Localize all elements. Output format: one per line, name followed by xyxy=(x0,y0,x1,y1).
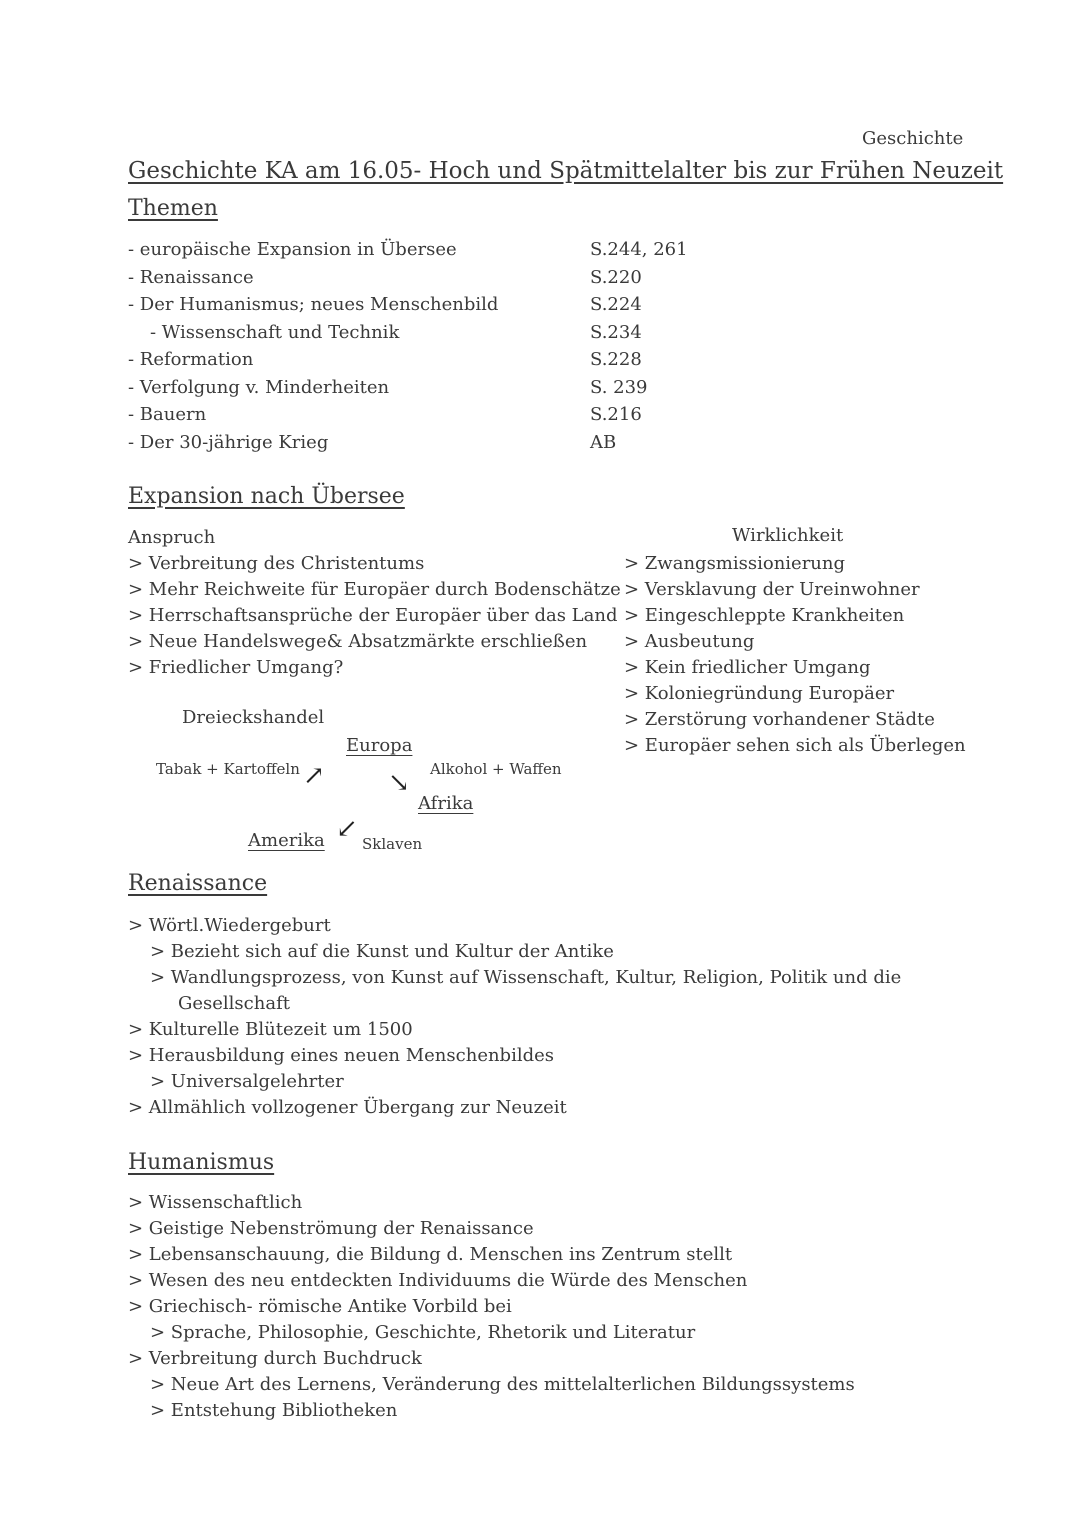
heading-themen: Themen xyxy=(128,196,218,221)
page-ref: S.228 xyxy=(590,349,642,370)
topic-item: - Wissenschaft und Technik xyxy=(150,321,400,343)
heading-humanismus: Humanismus xyxy=(128,1150,275,1175)
humanismus-item: > Lebensanschauung, die Bildung d. Menschen ins Zentrum stellt xyxy=(128,1244,733,1265)
wirklichkeit-item: > Zwangsmissionierung xyxy=(624,553,846,574)
dreieckshandel-title: Dreieckshandel xyxy=(182,707,325,728)
node-europa: Europa xyxy=(346,735,413,756)
flow-label-tabak: Tabak + Kartoffeln xyxy=(156,760,300,778)
anspruch-item: > Verbreitung des Christentums xyxy=(128,553,425,574)
anspruch-label: Anspruch xyxy=(128,527,216,548)
humanismus-item: > Geistige Nebenströmung der Renaissance xyxy=(128,1218,534,1239)
renaissance-item: > Allmählich vollzogener Übergang zur Neuzeit xyxy=(128,1097,567,1118)
humanismus-item: > Wesen des neu entdeckten Individuums die Würde des Menschen xyxy=(128,1270,748,1291)
wirklichkeit-item: > Zerstörung vorhandener Städte xyxy=(624,709,935,730)
arrow-down-left-icon: ↙ xyxy=(336,814,358,844)
heading-expansion: Expansion nach Übersee xyxy=(128,484,405,509)
topic-item: - Der Humanismus; neues Menschenbild xyxy=(128,294,499,315)
wirklichkeit-item: > Versklavung der Ureinwohner xyxy=(624,579,920,600)
wirklichkeit-item: > Europäer sehen sich als Überlegen xyxy=(624,735,966,756)
topic-list xyxy=(128,236,498,456)
wirklichkeit-label: Wirklichkeit xyxy=(732,525,844,546)
renaissance-item: > Universalgelehrter xyxy=(150,1071,344,1092)
renaissance-item: > Kulturelle Blütezeit um 1500 xyxy=(128,1019,413,1040)
page-ref: S.224 xyxy=(590,294,642,315)
topic-item: - Der 30-jährige Krieg xyxy=(128,431,329,453)
anspruch-item: > Friedlicher Umgang? xyxy=(128,657,344,678)
wirklichkeit-item: > Eingeschleppte Krankheiten xyxy=(624,605,905,626)
topic-item: - Reformation xyxy=(128,349,254,370)
renaissance-list xyxy=(128,913,901,1121)
page-ref: AB xyxy=(590,431,617,453)
renaissance-item: > Wörtl.Wiedergeburt xyxy=(128,915,331,936)
anspruch-item: > Mehr Reichweite für Europäer durch Bodenschätze xyxy=(128,579,621,600)
humanismus-item: > Griechisch- römische Antike Vorbild bei xyxy=(128,1296,512,1317)
anspruch-list xyxy=(128,525,621,681)
anspruch-item: > Neue Handelswege& Absatzmärkte erschließen xyxy=(128,631,588,652)
humanismus-list xyxy=(128,1190,855,1424)
arrow-up-right-icon: ↗ xyxy=(303,761,325,791)
topic-item: - Renaissance xyxy=(128,266,254,288)
humanismus-item: > Neue Art des Lernens, Veränderung des mittelalterlichen Bildungssystems xyxy=(150,1374,855,1395)
humanismus-item: > Wissenschaftlich xyxy=(128,1192,303,1213)
topic-item: - Verfolgung v. Minderheiten xyxy=(128,376,390,398)
page-ref: S.234 xyxy=(590,321,642,343)
page-ref-list xyxy=(590,236,688,456)
flow-label-alkohol: Alkohol + Waffen xyxy=(430,760,562,778)
renaissance-item: Gesellschaft xyxy=(178,993,290,1014)
heading-renaissance: Renaissance xyxy=(128,871,268,896)
arrow-down-right-icon: ↘ xyxy=(388,768,410,798)
renaissance-item: > Wandlungsprozess, von Kunst auf Wissenschaft, Kultur, Religion, Politik und die xyxy=(150,967,902,988)
topic-item: - Bauern xyxy=(128,404,207,425)
subject-label: Geschichte xyxy=(862,128,964,149)
wirklichkeit-item: > Koloniegründung Europäer xyxy=(624,683,895,704)
page-ref: S.216 xyxy=(590,404,642,425)
wirklichkeit-item: > Kein friedlicher Umgang xyxy=(624,657,871,678)
node-amerika: Amerika xyxy=(248,830,325,851)
renaissance-item: > Bezieht sich auf die Kunst und Kultur der Antike xyxy=(150,941,614,962)
page-ref: S.220 xyxy=(590,266,642,288)
humanismus-item: > Entstehung Bibliotheken xyxy=(150,1400,398,1421)
wirklichkeit-item: > Ausbeutung xyxy=(624,631,755,652)
page-ref: S.244, 261 xyxy=(590,239,688,260)
renaissance-item: > Herausbildung eines neuen Menschenbildes xyxy=(128,1045,555,1066)
node-afrika: Afrika xyxy=(418,793,474,814)
anspruch-item: > Herrschaftsansprüche der Europäer über das Land xyxy=(128,605,618,626)
humanismus-item: > Sprache, Philosophie, Geschichte, Rhetorik und Literatur xyxy=(150,1322,696,1343)
flow-label-sklaven: Sklaven xyxy=(362,835,423,853)
wirklichkeit-list xyxy=(624,551,966,759)
topic-item: - europäische Expansion in Übersee xyxy=(128,239,457,260)
humanismus-item: > Verbreitung durch Buchdruck xyxy=(128,1348,422,1369)
page-title: Geschichte KA am 16.05- Hoch und Spätmittelalter bis zur Frühen Neuzeit xyxy=(128,158,1004,184)
page-ref: S. 239 xyxy=(590,376,648,398)
